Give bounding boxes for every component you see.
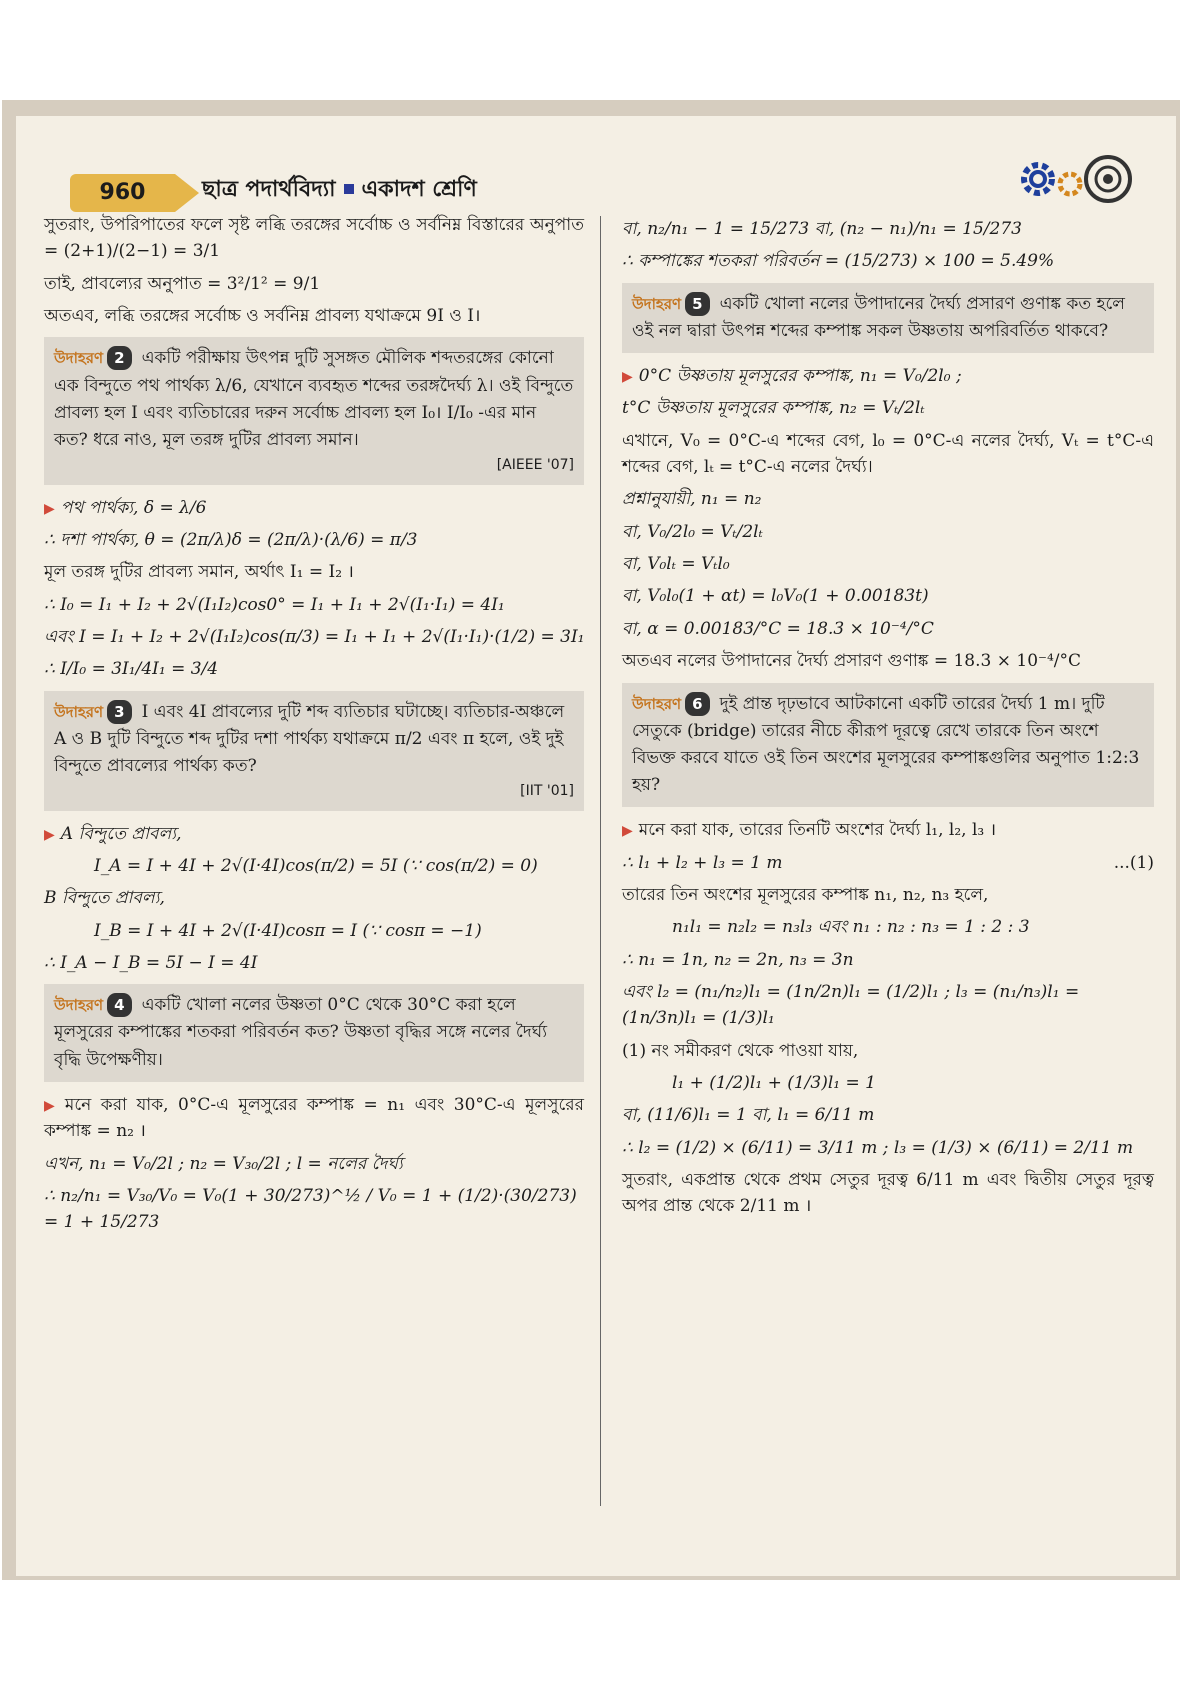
- example-label: উদাহরণ: [54, 702, 104, 721]
- book-page: [16, 116, 1176, 1576]
- paragraph: মূল তরঙ্গ দুটির প্রাবল্য সমান, অর্থাৎ I₁ = I₂ ।: [44, 562, 354, 583]
- paragraph: মনে করা যাক, 0°C-এ মূলসুরের কম্পাঙ্ক = n₁ এবং 30°C-এ মূলসুরের কম্পাঙ্ক = n₂ ।: [44, 1094, 584, 1142]
- right-column: [622, 212, 1154, 1226]
- equation: ∴ I/I₀ = 3I₁/4I₁ = 3/4: [44, 659, 219, 680]
- paragraph: তারের তিন অংশের মূলসুরের কম্পাঙ্ক n₁, n₂, n₃ হলে,: [622, 884, 989, 905]
- example-label: উদাহরণ: [632, 694, 682, 713]
- equation: ∴ n₁ = 1n, n₂ = 2n, n₃ = 3n: [622, 949, 854, 970]
- gear-icon: [1008, 144, 1138, 214]
- paragraph: মনে করা যাক, তারের তিনটি অংশের দৈর্ঘ্য l₁, l₂, l₃ ।: [638, 820, 997, 841]
- book-name: ছাত্র পদার্থবিদ্যা: [202, 177, 336, 202]
- solution-arrow-icon: ▶: [44, 1097, 59, 1114]
- equation: ∴ দশা পার্থক্য, θ = (2π/λ)δ = (2π/λ)·(λ/6) = π/3: [44, 529, 418, 550]
- equation: ∴ I_A − I_B = 5I − I = 4I: [44, 952, 258, 973]
- example-box: [622, 283, 1154, 353]
- equation: l₁ + (1/2)l₁ + (1/3)l₁ = 1: [672, 1073, 876, 1093]
- class-label: একাদশ শ্রেণি: [361, 177, 477, 202]
- solution-line: [44, 821, 584, 847]
- solution-line: [622, 817, 1154, 843]
- equation: 0°C উষ্ণতায় মূলসুরের কম্পাঙ্ক, n₁ = V₀/2l₀ ;: [638, 366, 962, 387]
- example-text: একটি পরীক্ষায় উৎপন্ন দুটি সুসঙ্গত মৌলিক শব্দতরঙ্গের কোনো এক বিন্দুতে পথ পার্থক্য λ/6, যেখানে ব্যবহৃত শব্দের তরঙ্গদৈর্ঘ্য λ। ওই বিন্দুতে প্রাবল্য হল I এবং ব্যতিচারের দরুন সর্বোচ্চ প্রাবল্য হল I₀। I/I₀ -এর মান কত? ধরে নাও, মূল তরঙ্গ দুটির প্রাবল্য সমান।: [54, 348, 574, 450]
- example-label: উদাহরণ: [632, 294, 682, 313]
- square-bullet-icon: [344, 184, 354, 194]
- page-header: [40, 166, 1120, 218]
- equation: ∴ I₀ = I₁ + I₂ + 2√(I₁I₂)cos0° = I₁ + I₁ + 2√(I₁·I₁) = 4I₁: [44, 594, 505, 615]
- equation: এখন, n₁ = V₀/2l ; n₂ = V₃₀/2l ; l = নলের দৈর্ঘ্য: [44, 1153, 403, 1174]
- example-text: একটি খোলা নলের উষ্ণতা 0°C থেকে 30°C করা হলে মূলসুরের কম্পাঙ্কের শতকরা পরিবর্তন কত? উষ্ণতা বৃদ্ধির সঙ্গে নলের দৈর্ঘ্য বৃদ্ধি উপেক্ষণীয়।: [54, 995, 548, 1070]
- example-number: 5: [685, 292, 709, 316]
- example-number: 4: [107, 993, 131, 1017]
- left-column: [44, 212, 584, 1242]
- solution-arrow-icon: ▶: [44, 500, 55, 517]
- example-text: দুই প্রান্ত দৃঢ়ভাবে আটকানো একটি তারের দৈর্ঘ্য 1 m। দুটি সেতুকে (bridge) তারের নীচে কীরূপ দূরত্বে রেখে তারকে তিন অংশে বিভক্ত করবে যাতে ওই তিন অংশের মূলসুরের কম্পাঙ্কগুলির অনুপাত 1:2:3 হয়?: [632, 693, 1140, 796]
- equation-line: [622, 850, 1154, 876]
- paragraph: তাই, প্রাবল্যের অনুপাত = 3²/1² = 9/1: [44, 273, 321, 294]
- equation: ∴ l₂ = (1/2) × (6/11) = 3/11 m ; l₃ = (1/3) × (6/11) = 2/11 m: [622, 1137, 1134, 1158]
- equation: বা, V₀lₜ = Vₜl₀: [622, 554, 730, 575]
- paragraph: অতএব, লব্ধি তরঙ্গের সর্বোচ্চ ও সর্বনিম্ন প্রাবল্য যথাক্রমে 9I ও I।: [44, 306, 481, 327]
- example-box: [44, 984, 584, 1082]
- example-label: উদাহরণ: [54, 996, 104, 1015]
- example-box: [44, 337, 584, 484]
- equation-number: ...(1): [1113, 852, 1154, 873]
- paragraph: অতএব নলের উপাদানের দৈর্ঘ্য প্রসারণ গুণাঙ্ক = 18.3 × 10⁻⁴/°C: [622, 651, 1082, 672]
- solution-arrow-icon: ▶: [622, 823, 633, 840]
- equation: এবং l₂ = (n₁/n₂)l₁ = (1n/2n)l₁ = (1/2)l₁ ; l₃ = (n₁/n₃)l₁ = (1n/3n)l₁ = (1/3)l₁: [622, 981, 1080, 1029]
- exam-reference: [AIEEE '07]: [496, 457, 574, 474]
- equation: t°C উষ্ণতায় মূলসুরের কম্পাঙ্ক, n₂ = Vₜ/2lₜ: [622, 398, 925, 419]
- paragraph: সুতরাং, একপ্রান্ত থেকে প্রথম সেতুর দূরত্ব 6/11 m এবং দ্বিতীয় সেতুর দূরত্ব অপর প্রান্ত থেকে 2/11 m ।: [622, 1170, 1154, 1217]
- equation: ∴ l₁ + l₂ + l₃ = 1 m: [622, 852, 783, 873]
- solution-line: [44, 1092, 584, 1145]
- example-label: উদাহরণ: [54, 349, 104, 368]
- equation: বা, (11/6)l₁ = 1 বা, l₁ = 6/11 m: [622, 1105, 875, 1126]
- equation: প্রশ্নানুযায়ী, n₁ = n₂: [622, 489, 762, 510]
- equation: বা, V₀l₀(1 + αt) = l₀V₀(1 + 0.00183t): [622, 586, 929, 607]
- equation: পথ পার্থক্য, δ = λ/6: [60, 497, 207, 518]
- example-number: 6: [685, 692, 709, 716]
- equation: n₁l₁ = n₂l₂ = n₃l₃ এবং n₁ : n₂ : n₃ = 1 : 2 : 3: [672, 917, 1030, 938]
- equation: এবং I = I₁ + I₂ + 2√(I₁I₂)cos(π/3) = I₁ + I₁ + 2√(I₁·I₁)·(1/2) = 3I₁: [44, 626, 585, 647]
- paragraph: (1) নং সমীকরণ থেকে পাওয়া যায়,: [622, 1040, 859, 1061]
- example-box: [44, 691, 584, 811]
- equation: ∴ n₂/n₁ = V₃₀/V₀ = V₀(1 + 30/273)^½ / V₀ = 1 + (1/2)·(30/273) = 1 + 15/273: [44, 1185, 577, 1233]
- paragraph: সুতরাং, উপরিপাতের ফলে সৃষ্ট লব্ধি তরঙ্গের সর্বোচ্চ ও সর্বনিম্ন বিস্তারের অনুপাত = (2+1)/(2−1) = 3/1: [44, 215, 584, 262]
- equation: বা, n₂/n₁ − 1 = 15/273 বা, (n₂ − n₁)/n₁ = 15/273: [622, 219, 1022, 239]
- equation: I_A = I + 4I + 2√(I·4I)cos(π/2) = 5I (∵ cos(π/2) = 0): [94, 855, 538, 876]
- example-text: একটি খোলা নলের উপাদানের দৈর্ঘ্য প্রসারণ গুণাঙ্ক কত হলে ওই নল দ্বারা উৎপন্ন শব্দের কম্পাঙ্ক সকল উষ্ণতায় অপরিবর্তিত থাকবে?: [632, 293, 1125, 341]
- book-title: [202, 172, 477, 209]
- example-text: I এবং 4I প্রাবল্যের দুটি শব্দ ব্যতিচার ঘটাচ্ছে। ব্যতিচার-অঞ্চলে A ও B দুটি বিন্দুতে শব্দ দুটির দশা পার্থক্য যথাক্রমে π/2 এবং π হলে, ওই দুই বিন্দুতে প্রাবল্যের পার্থক্য কত?: [54, 701, 565, 776]
- equation: I_B = I + 4I + 2√(I·4I)cosπ = I (∵ cosπ = −1): [94, 920, 482, 941]
- solution-line: [622, 363, 1154, 389]
- equation: B বিন্দুতে প্রাবল্য,: [44, 888, 165, 909]
- solution-line: [44, 495, 584, 521]
- equation: বা, V₀/2l₀ = Vₜ/2lₜ: [622, 521, 763, 542]
- equation: ∴ কম্পাঙ্কের শতকরা পরিবর্তন = (15/273) × 100 = 5.49%: [622, 251, 1055, 272]
- example-number: 2: [107, 346, 131, 370]
- column-divider: [600, 216, 601, 1506]
- equation: A বিন্দুতে প্রাবল্য,: [60, 823, 182, 844]
- equation: বা, α = 0.00183/°C = 18.3 × 10⁻⁴/°C: [622, 618, 934, 639]
- example-number: 3: [107, 700, 131, 724]
- page-number: 960: [70, 174, 175, 212]
- exam-reference: [IIT '01]: [520, 783, 574, 800]
- solution-arrow-icon: ▶: [44, 826, 55, 843]
- solution-arrow-icon: ▶: [622, 369, 633, 386]
- example-box: [622, 683, 1154, 808]
- paragraph: এখানে, V₀ = 0°C-এ শব্দের বেগ, l₀ = 0°C-এ নলের দৈর্ঘ্য, Vₜ = t°C-এ শব্দের বেগ, lₜ = t°C-এ নলের দৈর্ঘ্য।: [622, 430, 1154, 478]
